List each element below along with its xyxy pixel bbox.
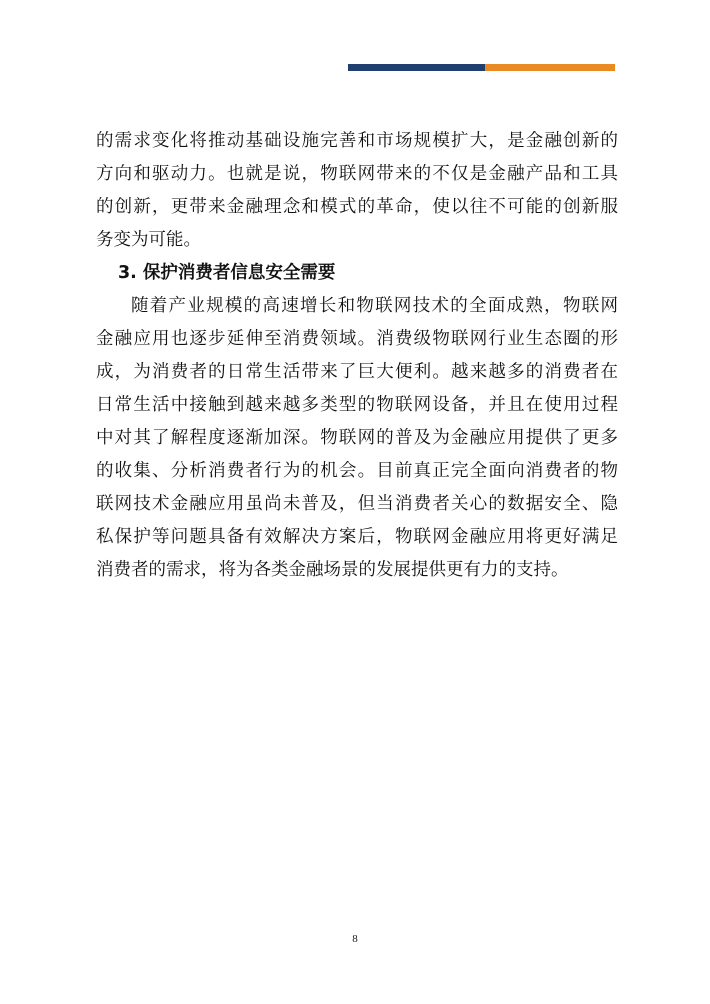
paragraph-line: 消费者的需求，将为各类金融场景的发展提供更有力的支持。 (96, 560, 569, 580)
paragraph-line: 的收集、分析消费者行为的机会。目前真正完全面向消费者的物 (96, 461, 618, 481)
paragraph-line: 金融应用也逐步延伸至消费领域。消费级物联网行业生态圈的形 (96, 329, 618, 349)
paragraph-1 (96, 125, 618, 257)
paragraph-line: 中对其了解程度逐渐加深。物联网的普及为金融应用提供了更多 (96, 428, 618, 448)
section-heading: 3. 保护消费者信息安全需要 (118, 263, 336, 283)
paragraph-line: 日常生活中接触到越来越多类型的物联网设备，并且在使用过程 (96, 395, 618, 415)
header-bar-orange (485, 64, 615, 71)
paragraph-line: 成，为消费者的日常生活带来了巨大便利。越来越多的消费者在 (96, 362, 618, 382)
paragraph-line: 的需求变化将推动基础设施完善和市场规模扩大，是金融创新的 (96, 131, 618, 151)
page-content (96, 125, 618, 587)
paragraph-line: 随着产业规模的高速增长和物联网技术的全面成熟，物联网 (131, 296, 618, 316)
paragraph-line: 联网技术金融应用虽尚未普及，但当消费者关心的数据安全、隐 (96, 494, 618, 514)
paragraph-line: 方向和驱动力。也就是说，物联网带来的不仅是金融产品和工具 (96, 164, 618, 184)
paragraph-line: 的创新，更带来金融理念和模式的革命，使以往不可能的创新服 (96, 197, 618, 217)
paragraph-line: 私保护等问题具备有效解决方案后，物联网金融应用将更好满足 (96, 527, 618, 547)
paragraph-line: 务变为可能。 (96, 230, 201, 250)
page-number: 8 (352, 933, 358, 945)
paragraph-2 (96, 290, 618, 587)
header-bar-blue (348, 64, 485, 71)
